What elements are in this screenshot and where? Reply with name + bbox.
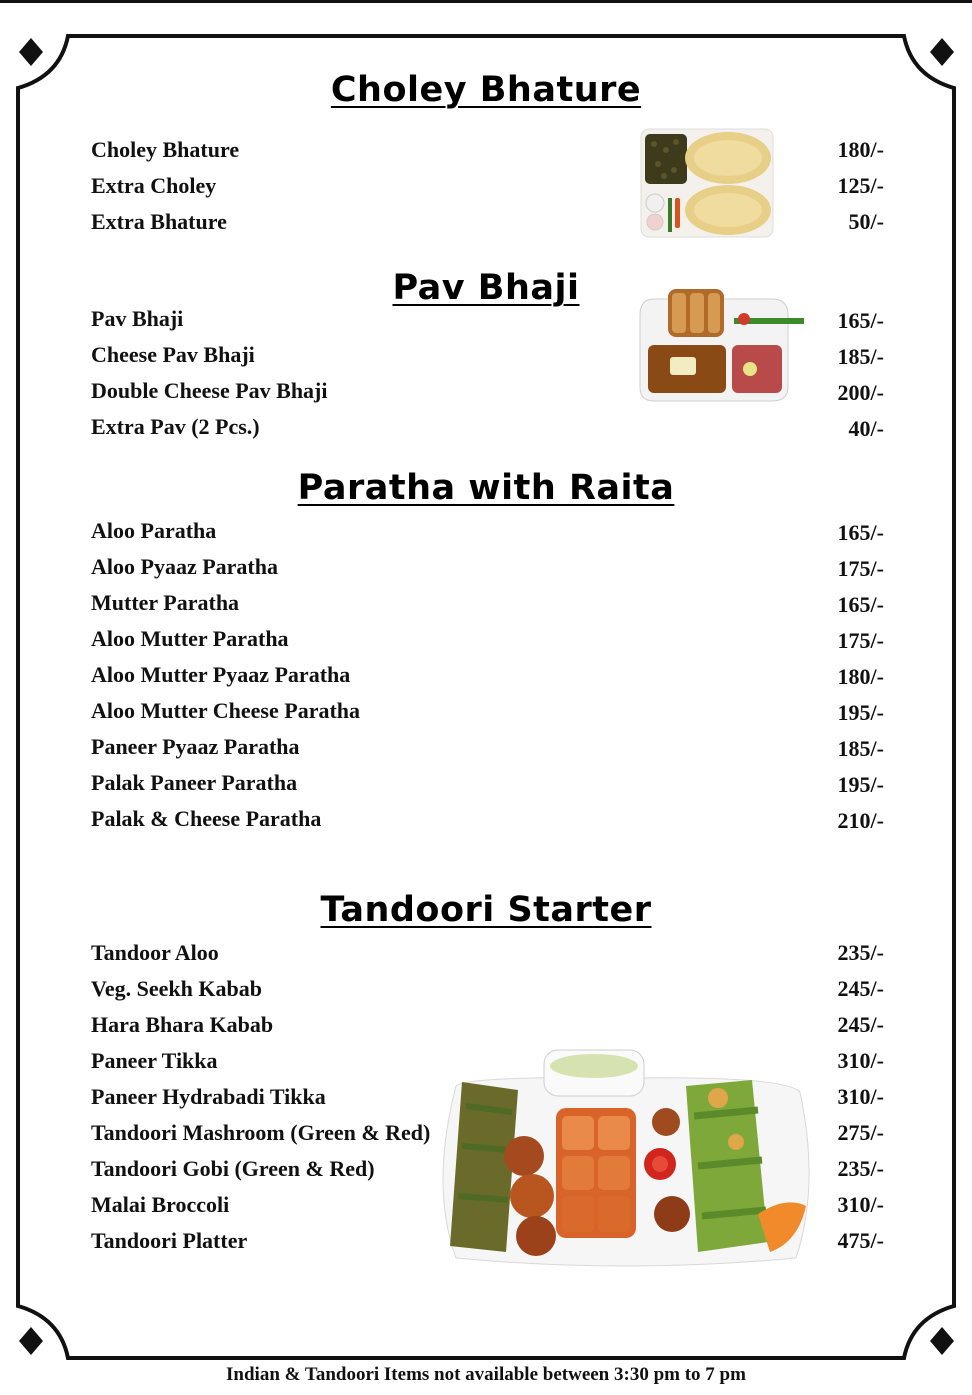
section-title-choley-bhature: Choley Bhature [330, 70, 642, 110]
menu-item-name: Aloo Mutter Pyaaz Paratha [91, 662, 351, 687]
tandoori-platter-image [436, 1046, 820, 1272]
menu-item-price: 200/- [837, 380, 884, 405]
menu-item-name: Mutter Paratha [91, 590, 240, 615]
section-title-paratha-with-raita: Paratha with Raita [297, 468, 675, 508]
menu-item-price: 245/- [837, 1012, 884, 1037]
menu-item-name: Veg. Seekh Kabab [91, 976, 262, 1001]
menu-item-name: Extra Pav (2 Pcs.) [91, 414, 260, 439]
menu-item-price: 245/- [837, 976, 884, 1001]
menu-item-name: Cheese Pav Bhaji [91, 342, 255, 367]
menu-item-price: 195/- [837, 772, 884, 797]
availability-note: Indian & Tandoori Items not available between 3:30 pm to 7 pm [226, 1364, 746, 1385]
corner-diamond-icon [930, 38, 954, 66]
menu-item-price: 125/- [837, 173, 884, 198]
menu-item-name: Paneer Hydrabadi Tikka [91, 1084, 326, 1109]
menu-item-name: Hara Bhara Kabab [91, 1012, 274, 1037]
menu-item-name: Palak Paneer Paratha [91, 770, 298, 795]
corner-diamond-icon [930, 1327, 954, 1355]
menu-item-name: Choley Bhature [91, 137, 240, 162]
menu-item-price: 180/- [837, 137, 884, 162]
menu-item-name: Extra Choley [91, 173, 217, 198]
corner-diamond-icon [19, 1327, 43, 1355]
pav-bhaji-image [638, 285, 806, 405]
menu-item-price: 310/- [837, 1192, 884, 1217]
choley-bhature-image [640, 128, 774, 238]
menu-item-price: 310/- [837, 1084, 884, 1109]
menu-item-name: Double Cheese Pav Bhaji [91, 378, 328, 403]
menu-item-name: Tandoor Aloo [91, 940, 219, 965]
menu-item-price: 210/- [837, 808, 884, 833]
menu-item-price: 475/- [837, 1228, 884, 1253]
menu-item-price: 185/- [837, 344, 884, 369]
menu-item-price: 235/- [837, 1156, 884, 1181]
menu-item-name: Tandoori Mashroom (Green & Red) [91, 1120, 431, 1145]
menu-item-price: 40/- [848, 416, 884, 441]
menu-item-name: Paneer Tikka [91, 1048, 218, 1073]
section-title-pav-bhaji: Pav Bhaji [392, 268, 580, 308]
menu-item-price: 175/- [837, 628, 884, 653]
menu-item-name: Tandoori Platter [91, 1228, 248, 1253]
menu-item-name: Palak & Cheese Paratha [91, 806, 322, 831]
menu-item-price: 50/- [848, 209, 884, 234]
section-title-tandoori-starter: Tandoori Starter [320, 890, 652, 930]
menu-item-price: 310/- [837, 1048, 884, 1073]
menu-item-price: 275/- [837, 1120, 884, 1145]
menu-item-name: Extra Bhature [91, 209, 227, 234]
menu-item-price: 165/- [837, 592, 884, 617]
menu-item-name: Aloo Paratha [91, 518, 217, 543]
menu-item-name: Aloo Pyaaz Paratha [91, 554, 278, 579]
menu-item-price: 195/- [837, 700, 884, 725]
corner-diamond-icon [19, 38, 43, 66]
menu-item-price: 185/- [837, 736, 884, 761]
menu-item-name: Malai Broccoli [91, 1192, 230, 1217]
menu-item-name: Aloo Mutter Cheese Paratha [91, 698, 361, 723]
menu-item-price: 165/- [837, 520, 884, 545]
menu-item-price: 235/- [837, 940, 884, 965]
menu-item-name: Tandoori Gobi (Green & Red) [91, 1156, 375, 1181]
menu-item-price: 180/- [837, 664, 884, 689]
menu-item-name: Pav Bhaji [91, 306, 184, 331]
menu-item-price: 165/- [837, 308, 884, 333]
menu-item-price: 175/- [837, 556, 884, 581]
menu-item-name: Aloo Mutter Paratha [91, 626, 289, 651]
menu-item-name: Paneer Pyaaz Paratha [91, 734, 300, 759]
